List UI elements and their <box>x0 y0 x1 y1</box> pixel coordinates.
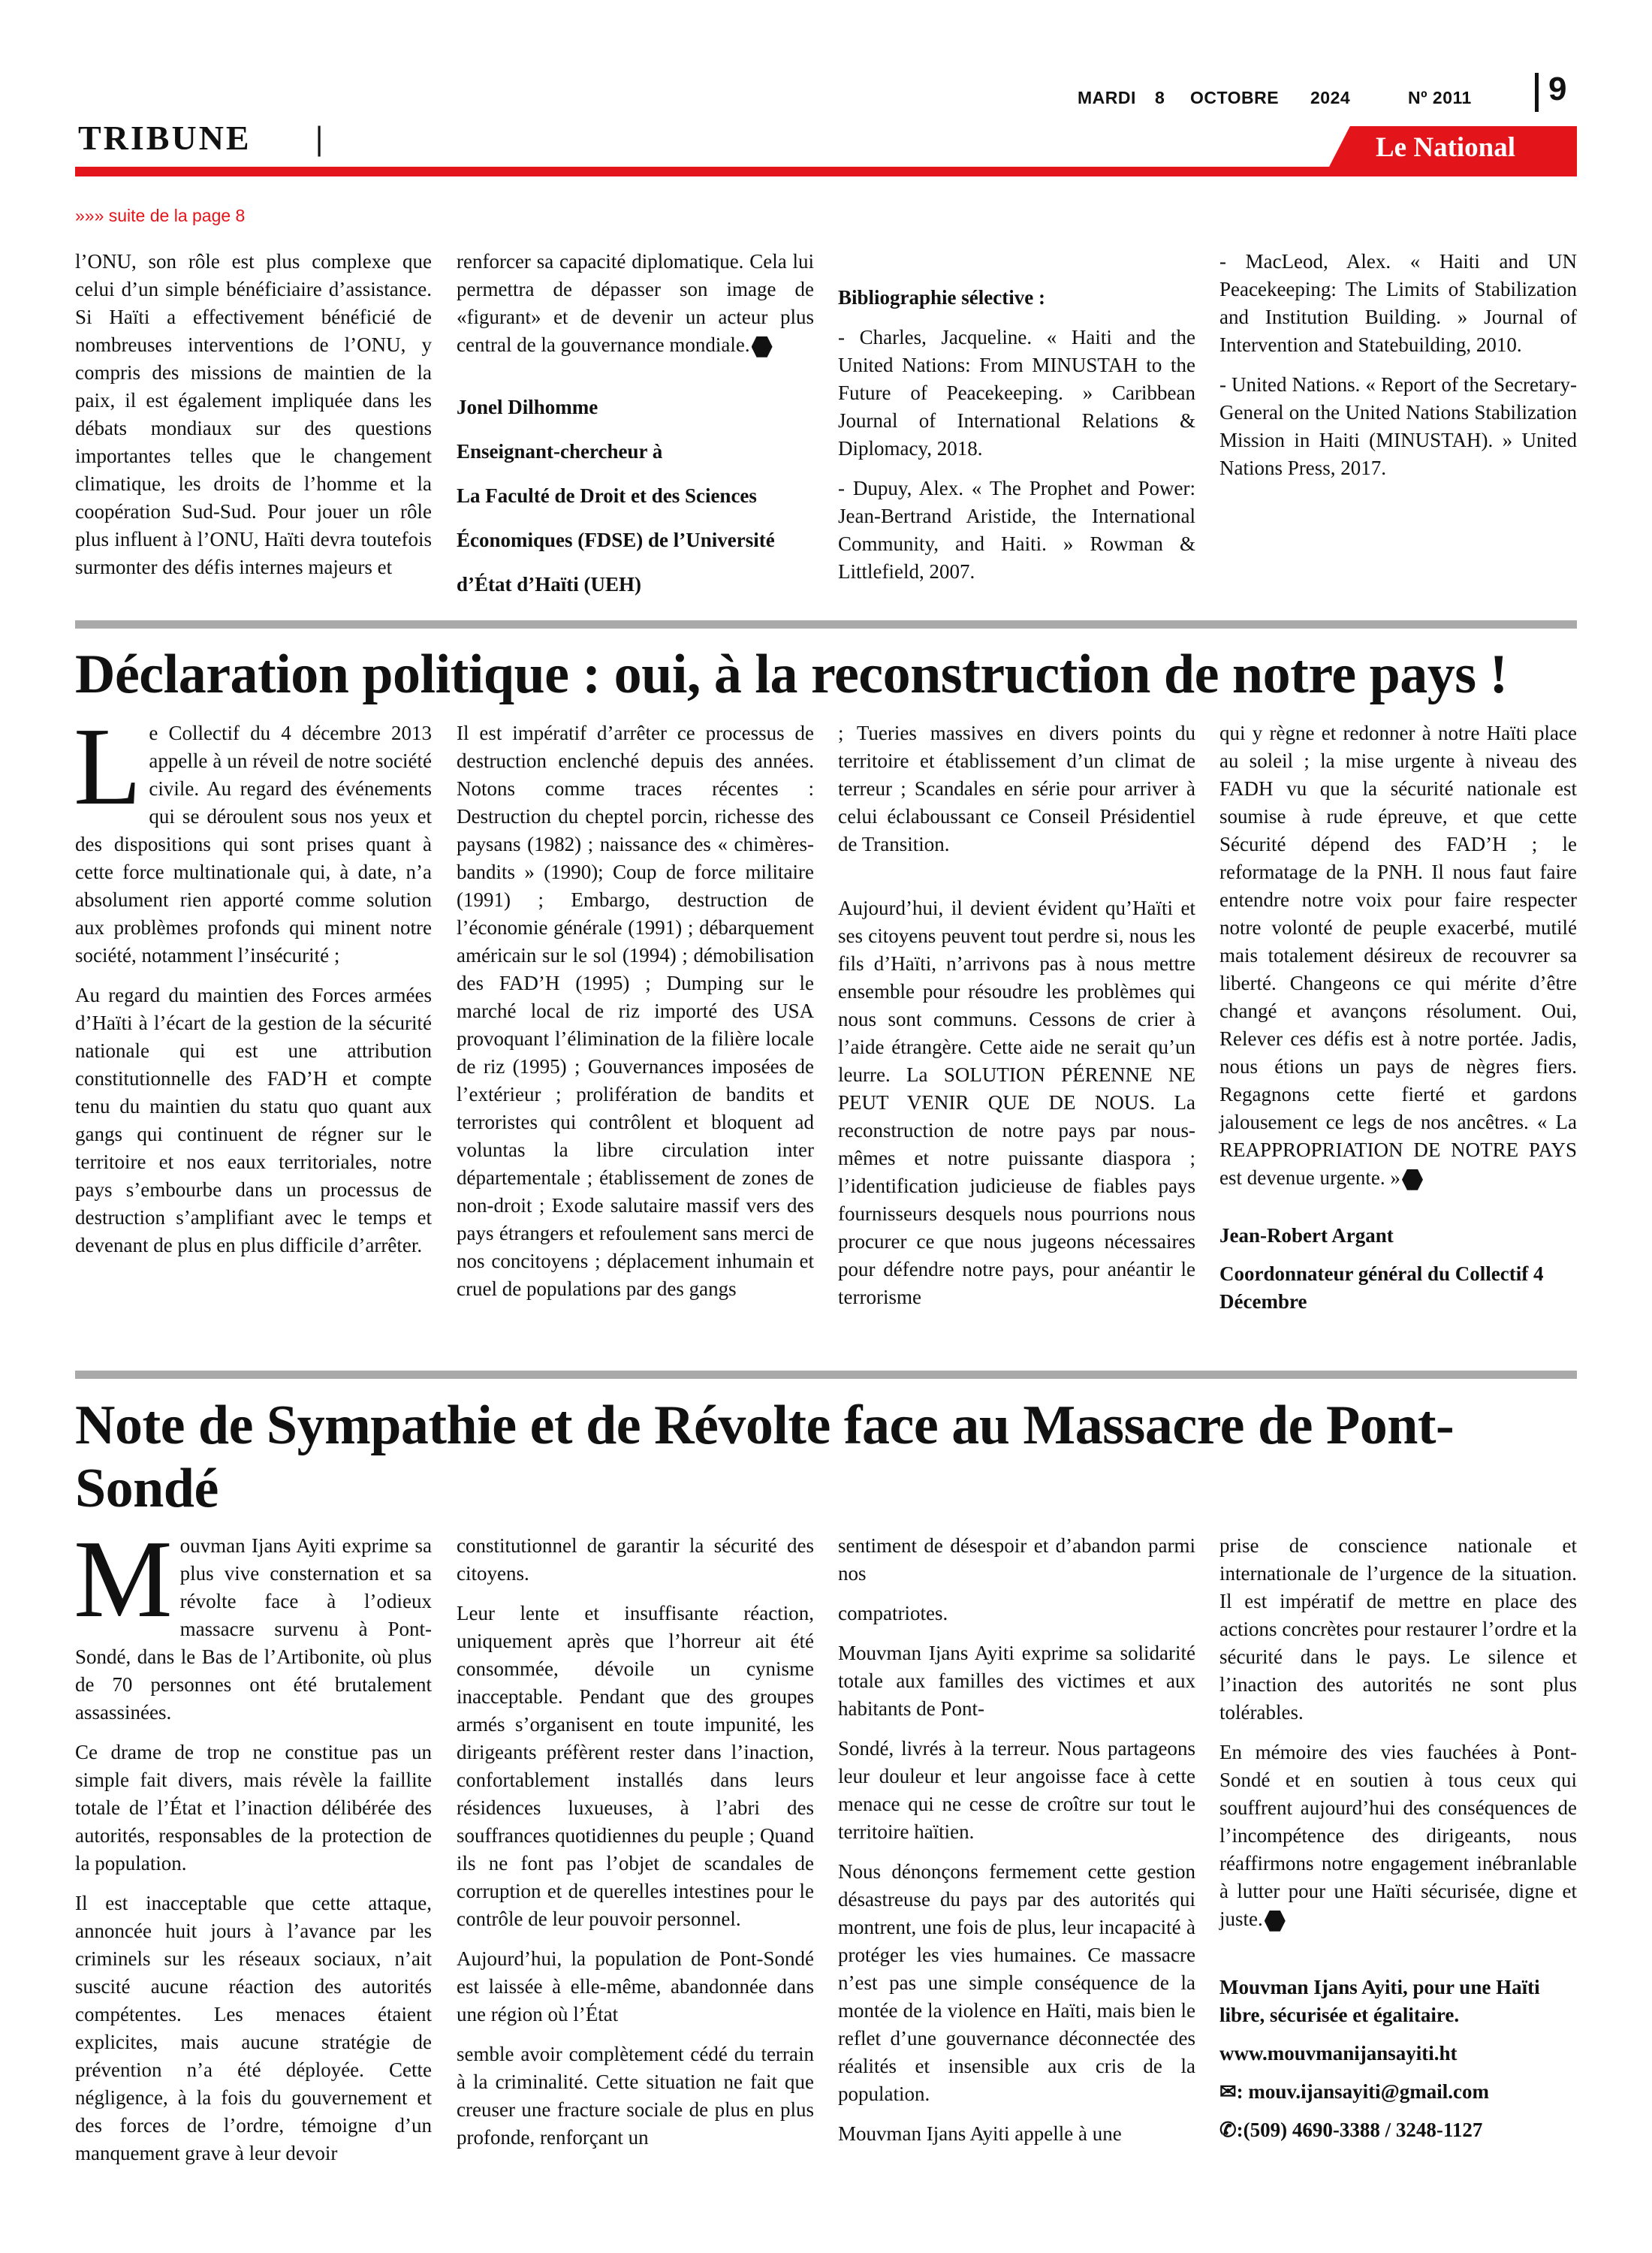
article3-title: Note de Sympathie et de Révolte face au Massacre de Pont-Sondé <box>75 1395 1455 1519</box>
paragraph <box>1219 719 1577 1192</box>
bibliography-entry: - MacLeod, Alex. « Haiti and UN Peacekeeping: The Limits of Stabilization and Institution Building. » Journal of Intervention and Statebuilding, 2010. <box>1219 250 1577 356</box>
paragraph: Mouvman Ijans Ayiti exprime sa solidarité totale aux familles des victimes et aux habitants de Pont- <box>838 1642 1195 1720</box>
paragraph: Au regard du maintien des Forces armées d’Haïti à l’écart de la gestion de la sécurité nationale qui est une attribution constitutionnelle des FAD’H et compte tenu du maintien du statu quo quant aux gangs qui continuent de régner sur le territoire et nos eaux territoriales, notre pays s’embourbe dans un processus de destruction s’amplifiant avec le temps et devenant de plus en plus difficile d’arrêter. <box>75 984 432 1256</box>
phone-numbers: ✆:(509) 4690-3388 / 3248-1127 <box>1219 2119 1483 2141</box>
paragraph: semble avoir complètement cédé du terrain à la criminalité. Cette situation ne fait que creuser une fracture sociale de plus en plus profonde, renforçant un <box>457 2043 814 2149</box>
header-month: OCTOBRE <box>1190 88 1280 107</box>
article2-col2 <box>457 719 814 1315</box>
paragraph <box>457 248 814 359</box>
section-bar: | <box>315 119 326 157</box>
paragraph: Aujourd’hui, il devient évident qu’Haïti et ses citoyens peuvent tout perdre si, nous les fils d’Haïti, n’arrivons pas à nous mettre ensemble pour résoudre les problèmes qui nous sont communs. Cessons de crier à l’aide étrangère. Cette aide ne serait qu’un leurre. La SOLUTION PÉRENNE NE PEUT VENIR QUE DE NOUS. La reconstruction de notre pays par nous-mêmes et notre puissante diaspora ; l’identification judicieuse de fiables pays fournisseurs desquels nous pourrions nous procurer ce que nous jugeons nécessaires pour défendre notre pays, pour anéantir le terrorisme <box>838 897 1195 1308</box>
bibliography-title: Bibliographie sélective : <box>838 286 1045 309</box>
end-mark-icon <box>1402 1169 1423 1190</box>
header-day: MARDI <box>1078 88 1136 107</box>
website-link[interactable]: www.mouvmanijansayiti.ht <box>1219 2042 1458 2064</box>
article3-signature <box>1219 1974 1577 2144</box>
bibliography-entry: - Charles, Jacqueline. « Haiti and the United Nations: From MINUSTAH to the Future of Peacekeeping. » Caribbean Journal of International Relations & Diplomacy, 2018. <box>838 326 1195 460</box>
paragraph: Ce drame de trop ne constitue pas un simple fait divers, mais révèle la faillite totale de l’État et l’inaction délibérée des autorités, responsables de la protection de la population. <box>75 1741 432 1874</box>
signature-line: La Faculté de Droit et des Sciences <box>457 484 757 507</box>
article1-col1 <box>75 248 432 593</box>
paragraph: Leur lente et insuffisante réaction, uniquement après que l’horreur ait été consommée, dévoile un cynisme inacceptable. Pendant que des groupes armés s’organisent en toute impunité, les dirigeants préfèrent rester dans l’inaction, confortablement installés dans leurs résidences luxueuses, à l’abri des souffrances quotidiennes du peuple ; Quand ils ne font pas l’objet de scandales de corruption et de querelles intestines pour le contrôle de leur pouvoir personnel. <box>457 1602 814 1930</box>
paragraph: Mouvman Ijans Ayiti appelle à une <box>838 2122 1122 2145</box>
article2-signature <box>1219 1222 1577 1316</box>
section-label: TRIBUNE <box>78 119 252 157</box>
paragraph: Il est inacceptable que cette attaque, annoncée huit jours à l’avance par les criminels sur les réseaux sociaux, n’ait suscité aucune réaction des autorités compétentes. Les menaces étaient explicites, mais aucune stratégie de prévention n’a été déployée. Cette négligence, à la fois du gouvernement et des forces de l’ordre, témoigne d’un manquement grave à leur devoir <box>75 1892 432 2164</box>
page-number-divider <box>1535 73 1539 112</box>
article1-bibliography-cont <box>1219 248 1577 494</box>
paragraph: compatriotes. <box>838 1602 948 1624</box>
paragraph-text: renforcer sa capacité diplomatique. Cela lui permettra de dépasser son image de «figurant» et de devenir un acteur plus central de la gouvernance mondiale. <box>457 250 814 356</box>
paragraph: Nous dénonçons fermement cette gestion désastreuse du pays par des autorités qui montrent, une fois de plus, leur incapacité à protéger les vies humaines. Ce massacre n’est pas une simple conséquence de la montée de la violence en Haïti, mais bien le reflet d’une gouvernance déconnectée des réalités et insensible aux cris de la population. <box>838 1860 1195 2105</box>
signature-name: Jonel Dilhomme <box>457 396 598 418</box>
brand-name: Le National <box>1376 132 1516 163</box>
end-mark-icon <box>752 336 773 357</box>
article3-col2 <box>457 1532 814 2164</box>
signature-name: Jean-Robert Argant <box>1219 1224 1394 1247</box>
paragraph-text: e Collectif du 4 décembre 2013 appelle à un réveil de notre société civile. Au regard des événements qui se déroulent sous nos yeux et des dispositions qui sont prises quant à cette force multinationale qui, à date, n’a absolument rien apporté comme solution aux problèmes profonds qui minent notre société, notamment l’insécurité ; <box>75 722 432 967</box>
article2-col3 <box>838 719 1195 1323</box>
article1-col2 <box>457 248 814 611</box>
paragraph: constitutionnel de garantir la sécurité des citoyens. <box>457 1534 814 1585</box>
signature-org: Mouvman Ijans Ayiti, pour une Haïti libre, sécurisée et égalitaire. <box>1219 1976 1540 2026</box>
paragraph: l’ONU, son rôle est plus complexe que celui d’un simple bénéficiaire d’assistance. Si Haïti a effectivement bénéficié de nombreuses interventions de l’ONU, y compris des missions de maintien de la paix, il est également impliquée dans les débats mondiaux sur des questions importantes telles que le changement climatique, les droits de l’homme et la coopération Sud-Sud. Pour jouer un rôle plus influent à l’ONU, Haïti devra toutefois surmonter des défis internes majeurs et <box>75 250 432 578</box>
bibliography-entry: - United Nations. « Report of the Secretary-General on the United Nations Stabilization Mission in Haiti (MINUSTAH). » United Nations Press, 2017. <box>1219 373 1577 479</box>
paragraph <box>1219 1739 1577 1933</box>
drop-cap: L <box>74 705 142 828</box>
paragraph: Sondé, livrés à la terreur. Nous partageons leur douleur et leur angoisse face à cette menace qui ne cesse de croître sur tout le territoire haïtien. <box>838 1737 1195 1843</box>
section-divider <box>75 620 1577 629</box>
article1-signature <box>457 389 814 603</box>
article2-col1 <box>74 705 432 1271</box>
paragraph: Aujourd’hui, la population de Pont-Sondé est laissée à elle-même, abandonnée dans une région où l’État <box>457 1947 814 2025</box>
drop-cap: M <box>74 1518 173 1641</box>
signature-title: Coordonnateur général du Collectif 4 Décembre <box>1219 1262 1544 1313</box>
section-divider <box>75 1371 1577 1379</box>
article3-col1 <box>74 1518 432 2179</box>
article1-bibliography <box>838 284 1195 598</box>
paragraph-text: ouvman Ijans Ayiti exprime sa plus vive consternation et sa révolte face à l’odieux massacre survenu à Pont-Sondé, dans le Bas de l’Artibonite, où plus de 70 personnes ont été brutalement assassinées. <box>75 1534 432 1724</box>
article3-col4 <box>1219 1532 1577 2156</box>
paragraph: Il est impératif d’arrêter ce processus de destruction enclenché depuis des années. Notons comme traces récentes : Destruction du cheptel porcin, richesse des paysans (1982) ; naissance des « chimères-bandits » (1990); Coup de force militaire (1991) ; Embargo, destruction de l’économie générale (1991) ; débarquement américain sur le sol (1994) ; démobilisation des FAD’H (1995) ; Dumping sur le marché local de riz importé des USA provoquant l’élimination de la filière locale de riz (1995) ; Gouvernances imposées de l’extérieur ; prolifération de bandits et terroristes qui contrôlent et bloquent ad voluntas la libre circulation inter départementale ; établissement de zones de non-droit ; Exode salutaire massif vers des pays étrangers et refoulement sans merci de nos concitoyens ; déplacement inhumain et cruel de populations par des gangs <box>457 722 814 1300</box>
article2-title: Déclaration politique : oui, à la reconstruction de notre pays ! <box>75 644 1508 705</box>
paragraph-text: En mémoire des vies fauchées à Pont-Sondé et en soutien à tous ceux qui souffrent aujourd’hui des conséquences de l’incompétence des dirigeants, nous réaffirmons notre engagement inébranlable à lutter pour une Haïti sécurisée, digne et juste. <box>1219 1741 1577 1930</box>
header-date-number: 8 <box>1155 88 1165 107</box>
signature-line: Économiques (FDSE) de l’Université <box>457 529 775 551</box>
paragraph: ; Tueries massives en divers points du territoire et établissement d’un climat de terreur ; Scandales en série pour arriver à celui éclaboussant ce Conseil Présidentiel de Transition. <box>838 722 1195 855</box>
header-year: 2024 <box>1310 88 1351 107</box>
signature-line: Enseignant-chercheur à <box>457 440 663 463</box>
header-issue-number: Nº 2011 <box>1408 88 1472 107</box>
continued-from: »»» suite de la page 8 <box>75 206 246 225</box>
email-link[interactable]: ✉: mouv.ijansayiti@gmail.com <box>1219 2080 1489 2103</box>
signature-line: d’État d’Haïti (UEH) <box>457 573 641 596</box>
paragraph-text: qui y règne et redonner à notre Haïti place au soleil ; la mise urgente à niveau des FADH vu que la sécurité nationale est soumise à rude épreuve, et que cette Sécurité dépend des FAD’H ; le reformatage de la PNH. Il nous faut faire entendre notre voix pour faire respecter notre volonté de peuple exacerbé, mutilé mais totalement désireux de recouvrer sa liberté. Changeons ce qui mérite d’être changé et avançons résolument. Oui, Relever ces défis est à notre portée. Jadis, nous étions un pays de nègres fiers. Regagnons cette fierté et gardons jalousement ce legs de nos ancêtres. « La REAPPROPRIATION DE NOTRE PAYS est devenue urgente. » <box>1219 722 1577 1189</box>
paragraph <box>74 705 432 970</box>
paragraph: prise de conscience nationale et internationale de l’urgence de la situation. Il est impératif de mettre en place des actions concrètes pour restaurer l’ordre et la sécurité dans le pays. Le silence et l’inaction des autorités ne sont plus tolérables. <box>1219 1534 1577 1724</box>
end-mark-icon <box>1265 1911 1286 1932</box>
paragraph <box>74 1518 432 1727</box>
article2-col4 <box>1219 719 1577 1328</box>
paragraph: sentiment de désespoir et d’abandon parmi nos <box>838 1534 1195 1585</box>
page-number: 9 <box>1548 71 1567 107</box>
bibliography-entry: - Dupuy, Alex. « The Prophet and Power: Jean-Bertrand Aristide, the International Community, and Haiti. » Rowman & Littlefield, 2007. <box>838 477 1195 583</box>
article3-col3 <box>838 1532 1195 2160</box>
